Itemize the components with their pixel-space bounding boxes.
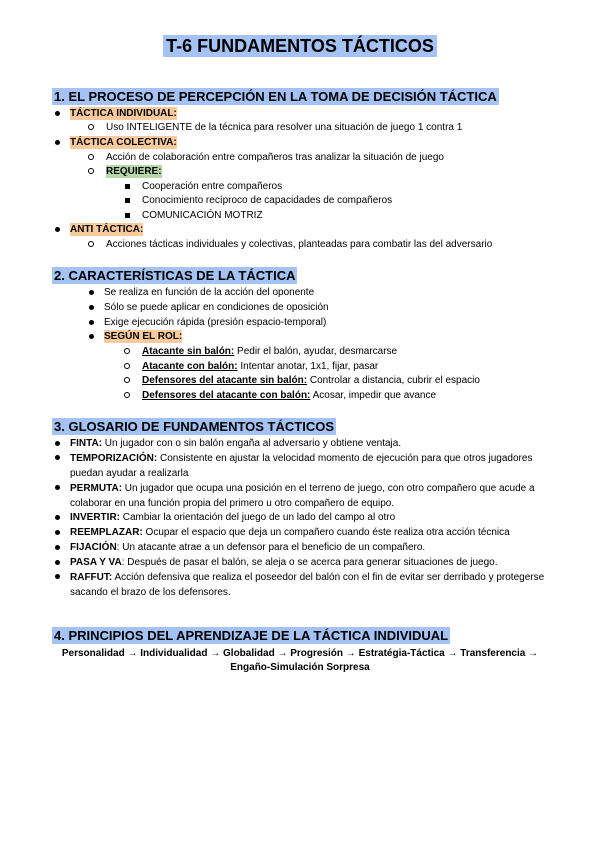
bullet-circle-icon [88, 241, 94, 247]
rol-term: Defensores del atacante con balón: [142, 390, 311, 401]
glosario-term: FINTA: [70, 438, 103, 449]
caracteristica-text: Exige ejecución rápida (presión espacio-temporal) [104, 317, 327, 328]
bullet-circle-icon [124, 392, 130, 398]
colectiva-text: Acción de colaboración entre compañeros tras analizar la situación de juego [106, 152, 444, 163]
section3-heading [52, 419, 336, 434]
section1-heading [52, 89, 499, 104]
requiere-label: REQUIERE: [106, 166, 162, 177]
caracteristica-text: Se realiza en función de la acción del oponente [104, 287, 315, 298]
glosario-desc: Cambiar la orientación del juego de un lado del campo al otro [120, 512, 396, 523]
rol-label: SEGÚN EL ROL: [104, 331, 183, 342]
bullet-circle-icon [88, 168, 94, 174]
bullet-dot-icon [55, 560, 60, 565]
bullet-square-icon [125, 198, 130, 203]
bullet-dot-icon [89, 290, 94, 295]
bullet-square-icon [125, 213, 130, 218]
section2-heading [52, 268, 297, 283]
rol-desc: Intentar anotar, 1x1, fijar, pasar [237, 361, 379, 372]
individual-text: Uso INTELIGENTE de la técnica para resolver una situación de juego 1 contra 1 [106, 122, 463, 133]
title-text: T-6 FUNDAMENTOS TÁCTICOS [163, 35, 437, 57]
rol-desc: Acosar, impedir que avance [310, 390, 437, 401]
anti-label: ANTI TÁCTICA: [70, 224, 144, 235]
bullet-circle-icon [88, 154, 94, 160]
section2-heading-text: 2. CARACTERÍSTICAS DE LA TÁCTICA [54, 268, 296, 283]
bullet-square-icon [125, 184, 130, 189]
requiere-item-text: Cooperación entre compañeros [142, 181, 283, 192]
glosario-term: TEMPORIZACIÓN: [70, 453, 158, 464]
principios-line: Engaño-Simulación Sorpresa [230, 662, 370, 673]
glosario-term: PERMUTA: [70, 483, 123, 494]
glosario-entry [52, 451, 552, 481]
requiere-item-text: Conocimiento recíproco de capacidades de compañeros [142, 195, 393, 206]
bullet-circle-icon [124, 348, 130, 354]
bullet-dot-icon [55, 441, 60, 446]
glosario-entry [52, 481, 552, 511]
rol-desc: Controlar a distancia, cubrir el espacio [307, 375, 480, 386]
bullet-dot-icon [89, 305, 94, 310]
glosario-desc: Un jugador con o sin balón engaña al adversario y obtiene ventaja. [102, 438, 402, 449]
individual-label: TÁCTICA INDIVIDUAL: [70, 108, 177, 119]
section4-heading [52, 628, 450, 643]
section4-heading-text: 4. PRINCIPIOS DEL APRENDIZAJE DE LA TÁCTICA INDIVIDUAL [54, 628, 449, 643]
glosario-desc: : Un atacante atrae a un defensor para el beneficio de un compañero. [116, 542, 426, 553]
bullet-circle-icon [88, 124, 94, 130]
section1-heading-text: 1. EL PROCESO DE PERCEPCIÓN EN LA TOMA DE DECISIÓN TÁCTICA [54, 89, 497, 104]
bullet-dot-icon [55, 111, 60, 116]
glosario-desc: Acción defensiva que realiza el poseedor del balón con el fin de evitar ser derribado y protegerse sacando el brazo de los defensores. [70, 572, 545, 598]
glosario-term: PASA Y VA [70, 557, 122, 568]
glosario-desc: : Después de pasar el balón, se aleja o se acerca para generar situaciones de juego. [121, 557, 498, 568]
anti-text: Acciones tácticas individuales y colectivas, planteadas para combatir las del adversario [106, 239, 493, 250]
bullet-dot-icon [55, 574, 60, 579]
glosario-entry [52, 570, 552, 600]
bullet-dot-icon [55, 227, 60, 232]
bullet-dot-icon [55, 140, 60, 145]
colectiva-label: TÁCTICA COLECTIVA: [70, 137, 177, 148]
principios-line: Personalidad → Individualidad → Globalidad → Progresión → Estratégia-Táctica → Transferencia → [61, 648, 539, 659]
glosario-term: REEMPLAZAR: [70, 527, 143, 538]
glosario-term: INVERTIR: [70, 512, 120, 523]
bullet-dot-icon [55, 545, 60, 550]
bullet-dot-icon [89, 334, 94, 339]
glosario-desc: Ocupar el espacio que deja un compañero cuando éste realiza otra acción técnica [142, 527, 510, 538]
bullet-dot-icon [55, 530, 60, 535]
page-title [0, 36, 600, 57]
glosario-term: RAFFUT: [70, 572, 113, 583]
glosario-desc: Un jugador que ocupa una posición en el terreno de juego, con otro compañero que acude a colaborar en una función propia del primero u otro compañero de equipo. [70, 483, 535, 509]
bullet-dot-icon [55, 515, 60, 520]
bullet-dot-icon [89, 320, 94, 325]
bullet-dot-icon [55, 455, 60, 460]
bullet-circle-icon [124, 377, 130, 383]
requiere-item-text: COMUNICACIÓN MOTRIZ [142, 210, 263, 221]
rol-desc: Pedir el balón, ayudar, desmarcarse [234, 346, 398, 357]
rol-term: Atacante sin balón: [142, 346, 235, 357]
rol-term: Defensores del atacante sin balón: [142, 375, 308, 386]
glosario-desc: Consistente en ajustar la velocidad momento de ejecución para que otros jugadores puedan ayudar a realizarla [70, 453, 533, 479]
bullet-dot-icon [55, 485, 60, 490]
glosario-term: FIJACIÓN [70, 542, 117, 553]
caracteristica-text: Sólo se puede aplicar en condiciones de oposición [104, 302, 329, 313]
rol-term: Atacante con balón: [142, 361, 238, 372]
section3-heading-text: 3. GLOSARIO DE FUNDAMENTOS TÁCTICOS [54, 419, 334, 434]
bullet-circle-icon [124, 363, 130, 369]
